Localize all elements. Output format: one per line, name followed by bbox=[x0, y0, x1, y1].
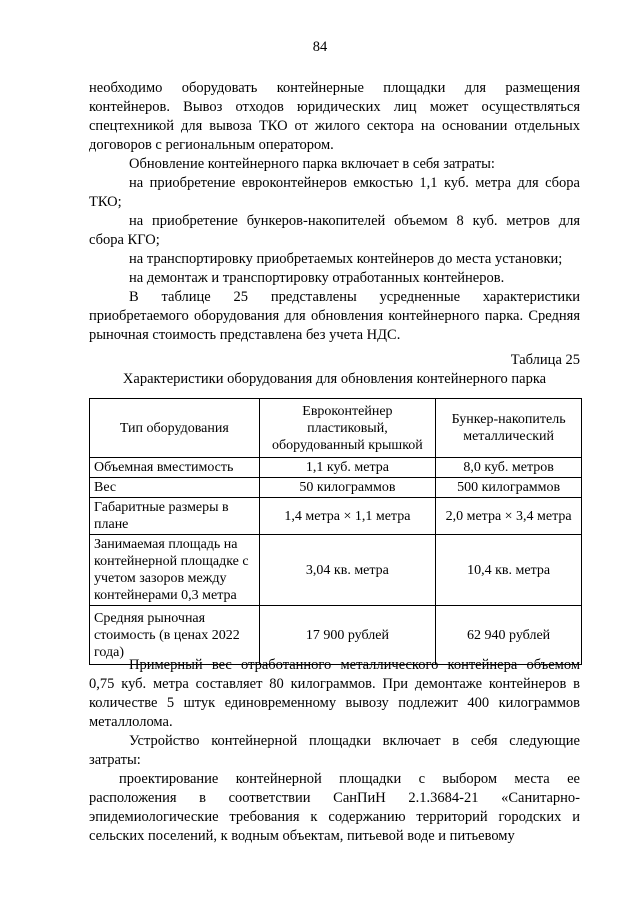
table-cell: 500 килограммов bbox=[436, 478, 582, 498]
table-row bbox=[90, 498, 582, 535]
table-cell: 62 940 рублей bbox=[436, 606, 582, 665]
list-item: на демонтаж и транспортировку отработанных контейнеров. bbox=[129, 270, 505, 286]
table-cell: 10,4 кв. метра bbox=[436, 535, 582, 606]
table-cell: 2,0 метра × 3,4 метра bbox=[436, 498, 582, 535]
table-cell: Вес bbox=[90, 478, 260, 498]
table-row bbox=[90, 535, 582, 606]
page-number: 84 bbox=[312, 39, 328, 55]
table-header-row bbox=[90, 399, 582, 458]
following-text bbox=[89, 656, 580, 846]
paragraph: Примерный вес отработанного металлического контейнера объемом 0,75 куб. метра составляет 80 килограммов. При демонтаже контейнеров в количестве 5 штук единовременному вывозу подлежит 400 килограммов металлолома. bbox=[89, 657, 580, 730]
intro-text bbox=[89, 79, 580, 345]
header-cell-bunker: Бункер-накопитель металлический bbox=[436, 399, 582, 458]
paragraph: В таблице 25 представлены усредненные характеристики приобретаемого оборудования для обновления контейнерного парка. Средняя рыночная стоимость представлена без учета НДС. bbox=[89, 289, 580, 343]
table-cell: Габаритные размеры в плане bbox=[90, 498, 260, 535]
list-item: на приобретение евроконтейнеров емкостью 1,1 куб. метра для сбора ТКО; bbox=[89, 175, 580, 210]
list-item: на транспортировку приобретаемых контейнеров до места установки; bbox=[129, 251, 563, 267]
header-cell-type: Тип оборудования bbox=[90, 399, 260, 458]
list-item: проектирование контейнерной площадки с выбором места ее расположения в соответствии СанПиН 2.1.3684-21 «Санитарно-эпидемиологические требования к содержанию территорий городских и сельских поселений, к водным объектам, питьевой воде и питьевому bbox=[89, 771, 580, 844]
paragraph: необходимо оборудовать контейнерные площадки для размещения контейнеров. Вывоз отходов юридических лиц может осуществляться спецтехникой для вывоза ТКО от жилого сектора на основании отдельных договоров с региональным оператором. bbox=[89, 80, 580, 153]
table-cell: Средняя рыночная стоимость (в ценах 2022 года) bbox=[90, 606, 260, 665]
table-cell: 1,4 метра × 1,1 метра bbox=[259, 498, 436, 535]
list-item: на приобретение бункеров-накопителей объемом 8 куб. метров для сбора КГО; bbox=[89, 213, 580, 248]
table-cell: 1,1 куб. метра bbox=[259, 458, 436, 478]
table-title: Характеристики оборудования для обновления контейнерного парка bbox=[122, 371, 547, 387]
table-cell: 50 килограммов bbox=[259, 478, 436, 498]
table-row bbox=[90, 458, 582, 478]
table-cell: 17 900 рублей bbox=[259, 606, 436, 665]
table-cell: Занимаемая площадь на контейнерной площадке с учетом зазоров между контейнерами 0,3 метра bbox=[90, 535, 260, 606]
table-row bbox=[90, 478, 582, 498]
table-label: Таблица 25 bbox=[510, 352, 580, 368]
table-cell: 8,0 куб. метров bbox=[436, 458, 582, 478]
equipment-table bbox=[89, 398, 582, 665]
table-cell: Объемная вместимость bbox=[90, 458, 260, 478]
paragraph: Обновление контейнерного парка включает в себя затраты: bbox=[129, 156, 495, 172]
paragraph: Устройство контейнерной площадки включает в себя следующие затраты: bbox=[89, 733, 580, 768]
table-cell: 3,04 кв. метра bbox=[259, 535, 436, 606]
header-cell-eurocontainer: Евроконтейнер пластиковый, оборудованный крышкой bbox=[259, 399, 436, 458]
